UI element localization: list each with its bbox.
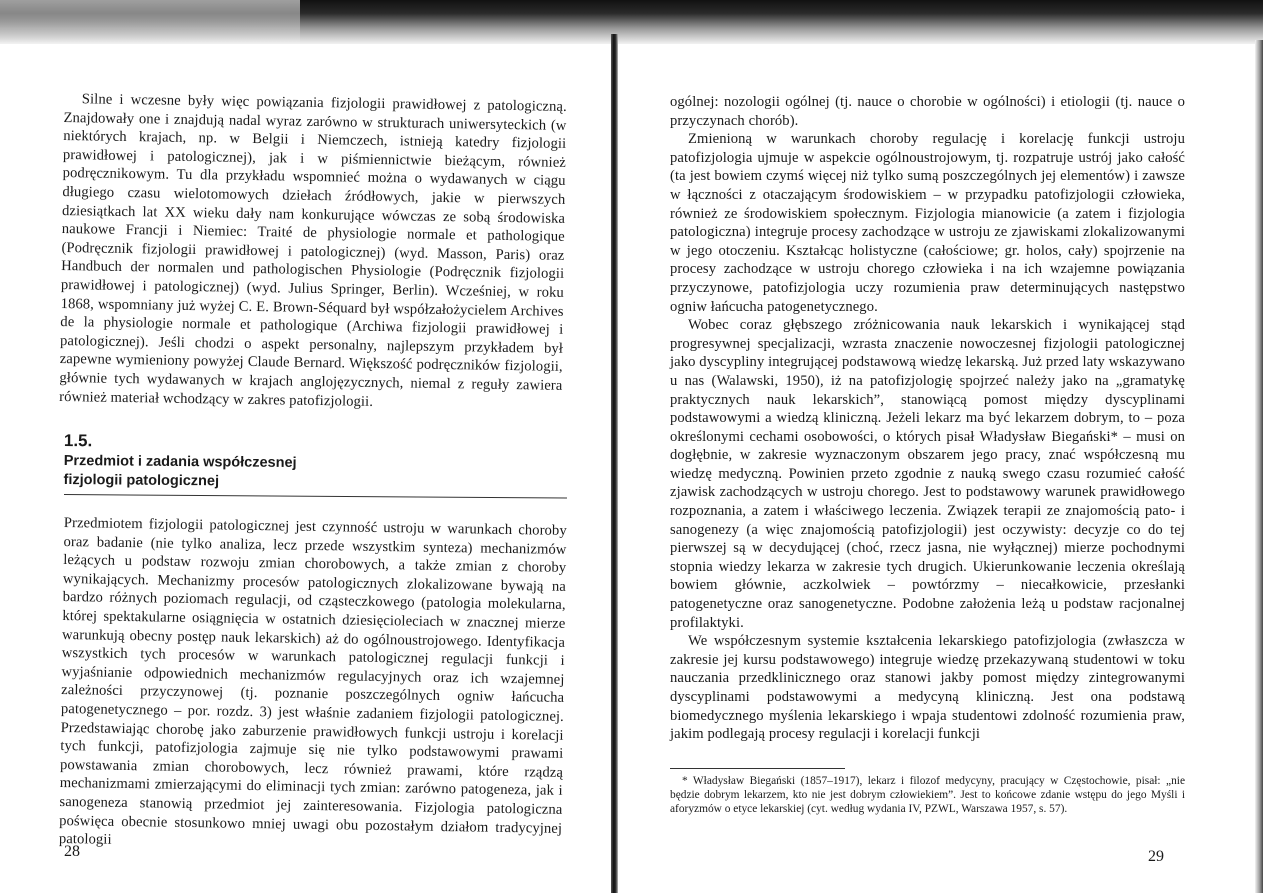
book-spine — [611, 34, 618, 893]
section-title-line-2: fizjologii patologicznej — [63, 471, 220, 490]
section-title-line-1: Przedmiot i zadania współczesnej — [63, 452, 297, 472]
left-intro-block — [59, 90, 567, 414]
left-page — [0, 0, 611, 893]
page-number-right: 29 — [1148, 848, 1164, 865]
right-page — [618, 0, 1263, 893]
right-main-block — [670, 93, 1185, 744]
footnote-divider — [670, 768, 845, 769]
page-number-left: 28 — [64, 843, 80, 860]
right-paragraph-4: We współczesnym systemie kształcenia lekarskiego patofizjologia (zwłaszcza w zakresie jej kursu podstawowego) integruje wiedzę przekazywaną studentowi w toku nauczania przedklinicznego oraz stanowi jakby pomost między zintegrowanymi dyscyplinami podstawowymi a medycyną kliniczną. Jest ona podstawą biomedycznego myślenia lekarskiego i wpaja studentowi zdolność rozumienia praw, jakim podlegają procesy regulacji i korelacji funkcji — [670, 633, 1185, 743]
section-heading — [63, 430, 567, 494]
right-paragraph-2: Zmienioną w warunkach choroby regulację i korelację funkcji ustroju patofizjologia ujmuje w aspekcie ogólnoustrojowym, tj. rozpatruje ustrój jako całość (ta jest bowiem czymś więcej niż tylko sumą poszczególnych jej elementów) i zawsze w łączności z otaczającym środowiskiem – w przypadku patofizjologii człowieka, również ze środowiskiem społecznym. Fizjologia mianowicie (a zatem i fizjologia patologiczna) integruje procesy zachodzące w ustroju ze zjawiskami zlokalizowanymi w jego otoczeniu. Kształcąc holistyczne (całościowe; gr. holos, cały) spojrzenie na procesy zachodzące w ustroju chorego człowieka i na ich wzajemne powiązania przyczynowe, patofizjologia uczy rozumienia praw determinujących następstwo ogniw łańcucha patogenetycznego. — [670, 131, 1185, 315]
page-edge-shadow — [1255, 40, 1263, 893]
left-intro-paragraph: Silne i wczesne były więc powiązania fizjologii prawidłowej z patologiczną. Znajdowały one i znajdują nadal wyraz zarówno w strukturach uniwersyteckich (w niektórych krajach, np. w Belgii i Niemczech, istnieją katedry fizjologii prawidłowej i patologicznej), jak i w piśmiennictwie bieżącym, również podręcznikowym. Tu dla przykładu wspomnieć można o wydawanych w ciągu długiego czasu wielotomowych dziełach źródłowych, jakie w pierwszych dziesiątkach lat XX wieku dały nam konkurujące wówczas ze sobą środowiska naukowe Francji i Niemiec: Traité de physiologie normale et pathologique (Podręcznik fizjologii prawidłowej i patologicznej) (wyd. Masson, Paris) oraz Handbuch der normalen und pathologischen Physiologie (Podręcznik fizjologii prawidłowej i patologicznej) (wyd. Julius Springer, Berlin). Wcześniej, w roku 1868, wspomniany już wyżej C. E. Brown-Séquard był współzałożycielem Archives de la physiologie normale et pathologique (Archiwa fizjologii prawidłowej i patologicznej). Jeśli chodzi o aspekt personalny, najlepszym przykładem był zapewne wymieniony powyżej Claude Bernard. Większość podręczników fizjologii, głównie tych wydawanych w krajach anglojęzycznych, niemal z reguły zawiera również materiał wchodzący w zakres patofizjologii. — [59, 91, 567, 410]
right-paragraph-3: Wobec coraz głębszego zróżnicowania nauk lekarskich i wynikającej stąd progresywnej specjalizacji, wzrasta znaczenie nowoczesnej fizjologii patologicznej jako dyscypliny integrującej podstawową wiedzę lekarską. Już przed laty wskazywano u nas (Walawski, 1950), iż na patofizjologię spojrzeć należy jako na „gramatykę praktycznych nauk lekarskich”, stanowiącą pomost między dyscyplinami podstawowymi a wiedzą kliniczną. Jeżeli lekarz ma być lekarzem dobrym, to – poza określonymi cechami osobowości, o których pisał Władysław Biegański* – musi on dogłębnie, w zakresie wyznaczonym obszarem jego pracy, znać współczesną mu wiedzę medyczną. Powinien przeto zgodnie z nauką swego czasu rozumieć całość zjawisk zachodzących w ustroju chorego. Jest to podstawowy warunek prawidłowego rozpoznania, a zatem i właściwego leczenia. Związek terapii ze znajomością pato- i sanogenezy (a więc znajomością patofizjologii) jest oczywisty: decyzje co do tej pierwszej są w decydującej (choć, rzecz jasna, nie wyłącznej) mierze pochodnymi stopnia wiedzy lekarza w zakresie tych drugich. Ukierunkowanie leczenia określają bowiem głównie, aczkolwiek – powtórzmy – niecałkowicie, przesłanki patogenetyczne oraz sanogenetyczne. Podobne założenia leżą u podstaw racjonalnej profilaktyki. — [670, 317, 1185, 631]
footnote-block — [670, 774, 1185, 816]
left-main-paragraph: Przedmiotem fizjologii patologicznej jest czynność ustroju w warunkach choroby oraz badanie (nie tylko analiza, lecz przede wszystkim synteza) mechanizmów leżących u podstaw rozwoju zmian chorobowych, a także zmian z choroby wynikających. Mechanizmy procesów patologicznych zlokalizowane bywają na bardzo różnych poziomach regulacji, od cząsteczkowego (patologia molekularna, której spektakularne osiągnięcia w ostatnich dziesięcioleciach w znacznej mierze warunkują obecny postęp nauk lekarskich) aż do ogólnoustrojowego. Identyfikacja wszystkich tych procesów w warunkach patologicznej regulacji funkcji i wyjaśnianie odpowiednich mechanizmów regulacyjnych oraz ich wzajemnej zależności przyczynowej (tj. poznanie poszczególnych ogniw łańcucha patogenetycznego – por. rozdz. 3) jest właśnie zadaniem fizjologii patologicznej. Przedstawiając chorobę jako zaburzenie prawidłowych funkcji ustroju i korelacji tych funkcji, patofizjologia zajmuje się nie tylko podstawowymi prawami powstawania zmian chorobowych, lecz również prawami, które rządzą mechanizmami zmierzającymi do eliminacji tych zmian: zarówno patogeneza, jak i sanogeneza stanowią przedmiot jej zainteresowania. Fizjologia patologiczna poświęca obecnie stosunkowo mniej uwagi obu pozostałym działom tradycyjnej patologii — [58, 514, 567, 848]
section-number: 1.5. — [63, 430, 93, 451]
left-main-block — [59, 514, 567, 857]
section-divider — [64, 494, 567, 499]
right-paragraph-1: ogólnej: nozologii ogólnej (tj. nauce o chorobie w ogólności) i etiologii (tj. nauce o przyczynach chorób). — [670, 94, 1185, 129]
footnote-text: * Władysław Biegański (1857–1917), lekarz i filozof medycyny, pracujący w Częstochowie, pisał: „nie będzie dobrym lekarzem, kto nie jest dobrym człowiekiem”. Jest to końcowe zdanie wstępu do jego Myśli i aforyzmów o etyce lekarskiej (cyt. według wydania IV, PZWL, Warszawa 1957, s. 57). — [670, 775, 1185, 815]
